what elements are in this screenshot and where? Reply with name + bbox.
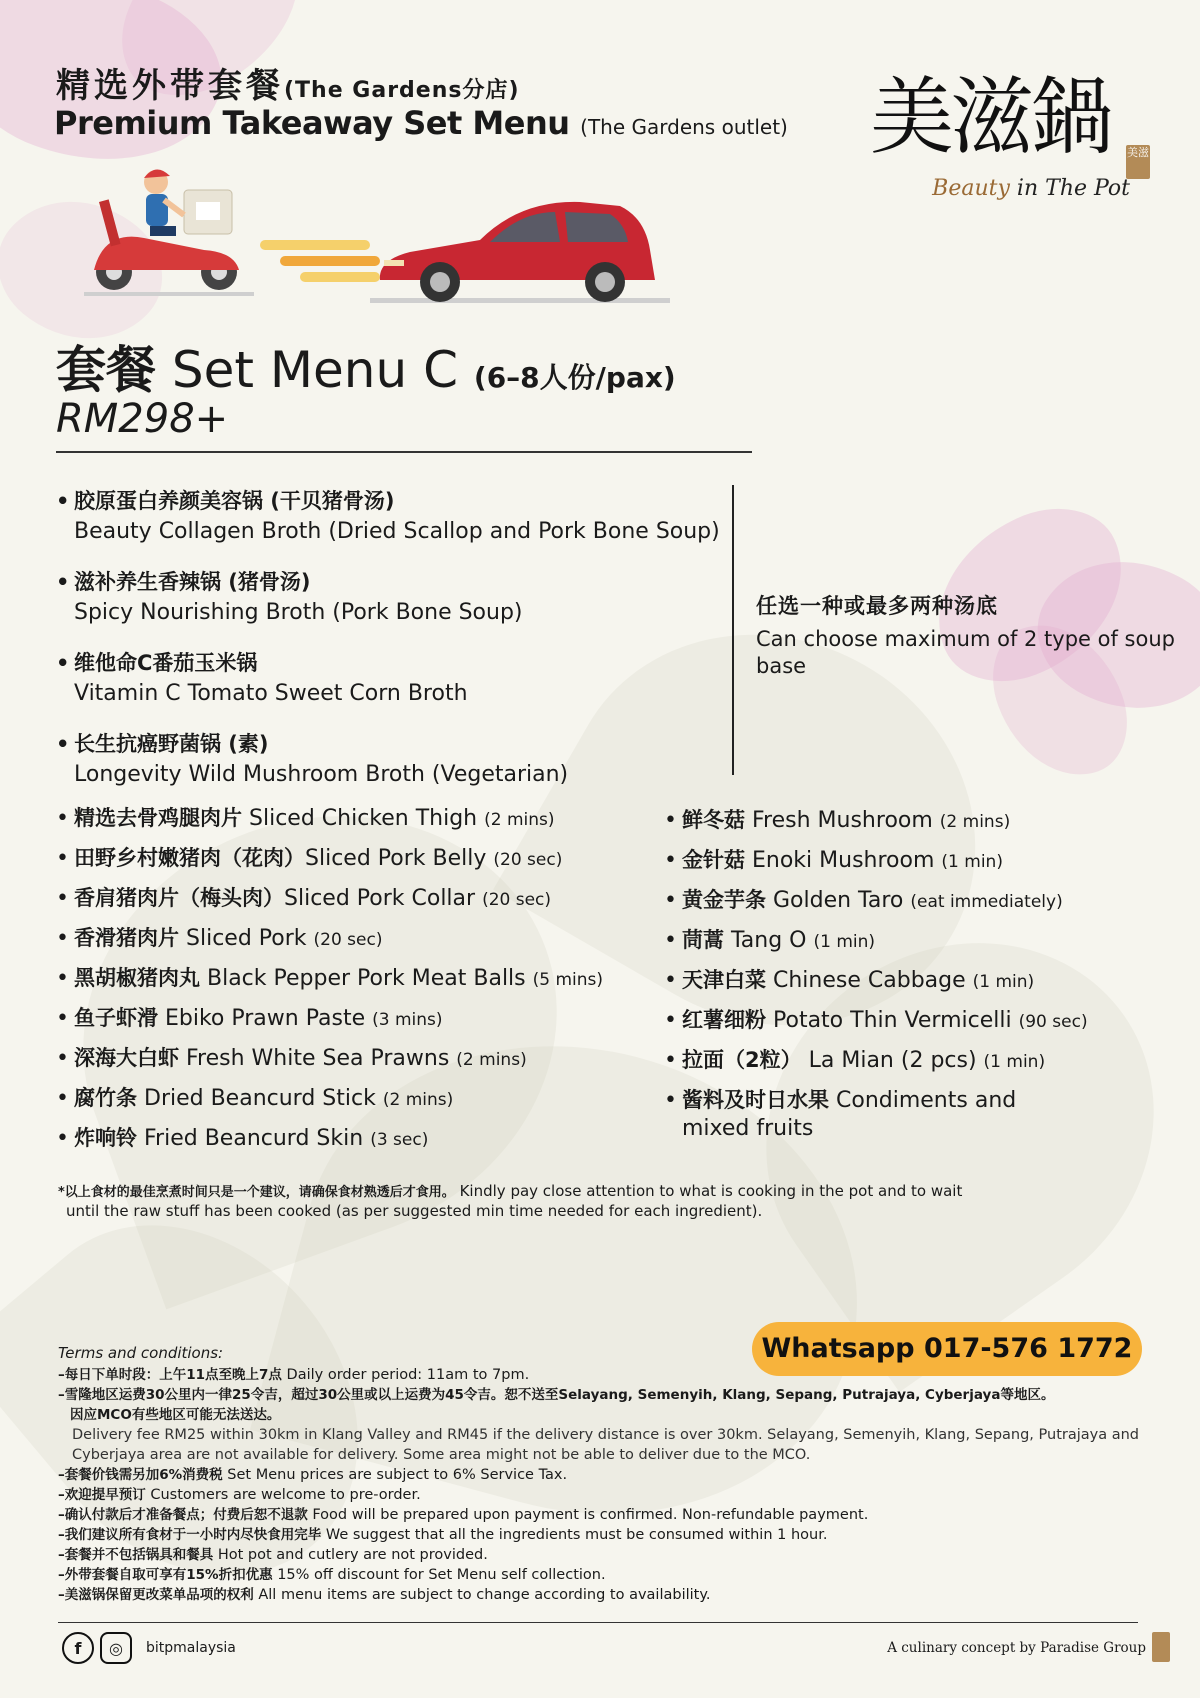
speed-lines-icon <box>260 230 380 290</box>
list-item: • 炸响铃 Fried Beancurd Skin (3 sec) <box>56 1126 429 1151</box>
list-item: –每日下单时段：上午11点至晚上7点 Daily order period: 11am to 7pm. <box>58 1367 530 1383</box>
list-item: –美滋锅保留更改菜单品项的权利 All menu items are subject to change according to availability. <box>58 1587 711 1603</box>
soup-divider <box>732 485 734 775</box>
list-item: • 酱料及时日水果 Condiments and mixed fruits <box>664 1088 1017 1141</box>
list-item: • 黄金芋条 Golden Taro (eat immediately) <box>664 888 1063 913</box>
paradise-seal-icon <box>1152 1632 1170 1662</box>
list-item: • 香滑猪肉片 Sliced Pork (20 sec) <box>56 926 383 951</box>
list-item: –外带套餐自取可享有15%折扣优惠 15% off discount for Set Menu self collection. <box>58 1567 606 1583</box>
brand-logo <box>860 50 1160 220</box>
facebook-icon[interactable]: f <box>62 1632 94 1664</box>
list-item: –套餐并不包括锅具和餐具 Hot pot and cutlery are not provided. <box>58 1547 488 1563</box>
concept-credit: A culinary concept by Paradise Group <box>887 1640 1146 1656</box>
list-item: • 精选去骨鸡腿肉片 Sliced Chicken Thigh (2 mins) <box>56 806 555 831</box>
logo-seal: 美滋 <box>1126 145 1150 179</box>
list-item: • 拉面（2粒） La Mian (2 pcs) (1 min) <box>664 1048 1046 1073</box>
divider <box>56 451 752 453</box>
list-item: • 腐竹条 Dried Beancurd Stick (2 mins) <box>56 1086 454 1111</box>
logo-chinese: 美滋鍋 <box>869 68 1110 166</box>
list-item: • 茼蒿 Tang O (1 min) <box>664 928 876 953</box>
list-item: –欢迎提早预订 Customers are welcome to pre-order. <box>58 1487 421 1503</box>
title-english: Premium Takeaway Set Menu (The Gardens outlet) <box>54 104 788 142</box>
list-item: • 鱼子虾滑 Ebiko Prawn Paste (3 mins) <box>56 1006 443 1031</box>
list-item: • 红薯细粉 Potato Thin Vermicelli (90 sec) <box>664 1008 1088 1033</box>
list-item: –雪隆地区运费30公里内一律25令吉，超过30公里或以上运费为45令吉。恕不送至Selayang, Semenyih, Klang, Sepang, Putrajaya, Cyberjaya等地区。 <box>58 1387 1055 1403</box>
soup-choice-note: 任选一种或最多两种汤底 Can choose maximum of 2 type of soup base <box>756 594 1175 678</box>
list-item: • 滋补养生香辣锅 (猪骨汤) Spicy Nourishing Broth (Pork Bone Soup) <box>56 570 523 625</box>
list-item: –套餐价钱需另加6%消费税 Set Menu prices are subject to 6% Service Tax. <box>58 1467 568 1483</box>
ingredient-list-left <box>56 798 656 1158</box>
logo-english: Beauty in The Pot <box>932 176 1130 201</box>
list-item: Delivery fee RM25 within 30km in Klang Valley and RM45 if the delivery distance is over 30km. Selayang, Semenyih, Klang, Sepang, Putrajaya and Cyberjaya area are not available for delivery. Some area might not be able to deliver due to the MCO. <box>72 1427 1140 1463</box>
list-item: –我们建议所有食材于一小时内尽快食用完毕 We suggest that all the ingredients must be consumed within 1 hour. <box>58 1527 828 1543</box>
terms-heading: Terms and conditions: <box>58 1344 224 1362</box>
delivery-scooter-icon <box>84 160 254 300</box>
list-item: • 维他命C番茄玉米锅 Vitamin C Tomato Sweet Corn Broth <box>56 651 468 706</box>
delivery-car-icon <box>370 190 670 310</box>
social-handle[interactable]: bitpmalaysia <box>146 1640 236 1656</box>
social-links <box>62 1632 236 1664</box>
ingredient-list-right <box>664 800 1184 1143</box>
list-item: • 鲜冬菇 Fresh Mushroom (2 mins) <box>664 808 1011 833</box>
list-item: • 长生抗癌野菌锅 (素) Longevity Wild Mushroom Broth (Vegetarian) <box>56 732 569 787</box>
list-item: • 胶原蛋白养颜美容锅 (干贝猪骨汤) Beauty Collagen Broth (Dried Scallop and Pork Bone Soup) <box>56 489 720 544</box>
list-item: • 深海大白虾 Fresh White Sea Prawns (2 mins) <box>56 1046 527 1071</box>
instagram-icon[interactable]: ◎ <box>100 1632 132 1664</box>
terms-and-conditions <box>58 1343 1168 1605</box>
soup-base-list <box>56 485 736 809</box>
footer-divider <box>58 1622 1138 1623</box>
title-chinese: 精选外带套餐(The Gardens分店) <box>56 66 520 106</box>
set-price: RM298+ <box>56 396 229 442</box>
list-item: • 金针菇 Enoki Mushroom (1 min) <box>664 848 1003 873</box>
list-item: –确认付款后才准备餐点；付费后恕不退款 Food will be prepared upon payment is confirmed. Non-refundable payment. <box>58 1507 869 1523</box>
list-item: 因应MCO有些地区可能无法送达。 <box>70 1407 281 1423</box>
cooking-footnote: *以上食材的最佳烹煮时间只是一个建议，请确保食材熟透后才食用。 Kindly pay close attention to what is cooking in the pot and to wait until the raw stuff has been cooked (as per suggested min time needed for each ingredient). <box>58 1182 963 1220</box>
whatsapp-button[interactable]: Whatsapp 017-576 1772 <box>752 1322 1142 1376</box>
list-item: • 黑胡椒猪肉丸 Black Pepper Pork Meat Balls (5 mins) <box>56 966 604 991</box>
list-item: • 田野乡村嫩猪肉（花肉）Sliced Pork Belly (20 sec) <box>56 846 563 871</box>
set-menu-title: 套餐 Set Menu C (6–8人份/pax) <box>56 341 676 399</box>
list-item: • 天津白菜 Chinese Cabbage (1 min) <box>664 968 1035 993</box>
list-item: • 香肩猪肉片（梅头肉）Sliced Pork Collar (20 sec) <box>56 886 552 911</box>
